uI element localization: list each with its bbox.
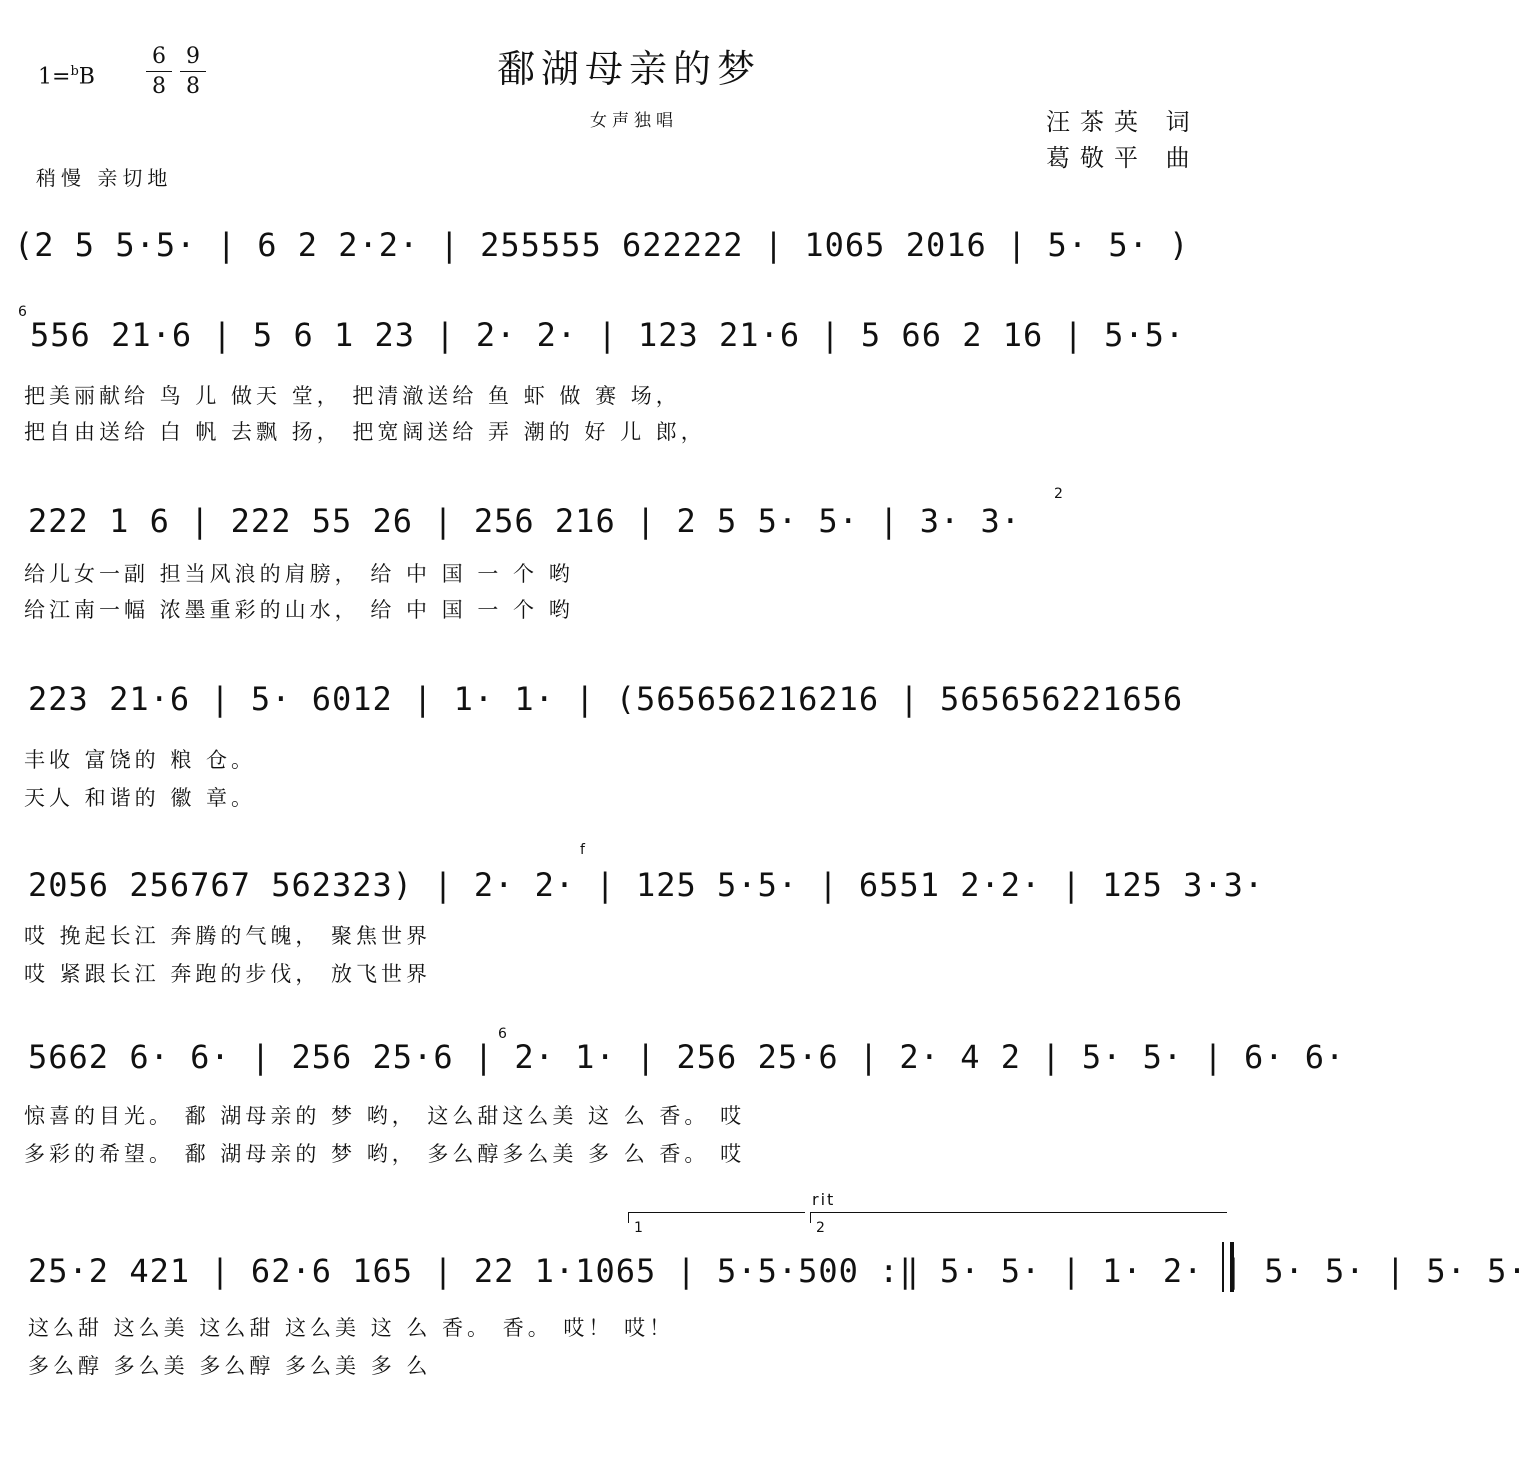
notation-line-5: 2056 256767 562323) | 2· 2· | 125 5·5· | 6551 2·2· | 125 3·3· [28,866,1265,904]
lyric-verse-1: 把美丽献给 鸟 儿 做天 堂， 把清澈送给 鱼 虾 做 赛 场， [24,384,681,408]
notation-line-7: 25·2 421 | 62·6 165 | 22 1·1065 | 5·5·500 :‖ 5· 5· | 1· 2· | 5· 5· | 5· 5· [28,1252,1528,1290]
notation-line-6: 5662 6· 6· | 256 25·6 | 2· 1· | 256 25·6 | 2· 4 2 | 5· 5· | 6· 6· [28,1038,1346,1076]
lyric-verse-1: 丰收 富饶的 粮 仓。 [24,748,257,772]
grace-note: 6 [498,1026,507,1042]
key-flat: b [70,64,79,79]
dynamic-forte: f [580,842,585,858]
lyric-verse-2: 把自由送给 白 帆 去飘 扬， 把宽阔送给 弄 潮的 好 儿 郎， [24,420,706,444]
notation-line-2: 556 21·6 | 5 6 1 23 | 2· 2· | 123 21·6 | 5 66 2 16 | 5·5· [30,316,1186,354]
notation-line-1: (2 5 5·5· | 6 2 2·2· | 255555 622222 | 1065 2016 | 5· 5· ) [14,226,1190,264]
key-signature [38,64,95,89]
lyricist-credit: 汪茶英 词 [1046,108,1200,136]
meter-6-8 [146,44,172,99]
meter-bottom: 8 [186,74,200,99]
final-barline [1222,1242,1234,1292]
meter-top: 6 [152,44,166,69]
grace-note: 2 [1054,486,1063,502]
lyric-verse-1: 哎 挽起长江 奔腾的气魄， 聚焦世界 [24,924,432,948]
page-title: 鄱湖母亲的梦 [496,47,761,91]
lyric-verse-2: 给江南一幅 浓墨重彩的山水， 给 中 国 一 个 哟 [24,598,574,622]
lyric-verse-1: 给儿女一副 担当风浪的肩膀， 给 中 国 一 个 哟 [24,562,574,586]
lyric-verse-2: 天人 和谐的 徽 章。 [24,786,257,810]
tempo-marking: 稍慢 亲切地 [36,166,173,190]
lyric-verse-1: 这么甜 这么美 这么甜 这么美 这 么 香。 香。 哎！ 哎！ [28,1316,675,1340]
meter-9-8 [180,44,206,99]
ritardando-mark: rit [812,1190,836,1209]
performance-note: 女声独唱 [590,111,678,131]
meter-bottom: 8 [152,74,166,99]
meter-top: 9 [186,44,200,69]
lyric-verse-2: 多么醇 多么美 多么醇 多么美 多 么 [28,1354,432,1378]
key-note: B [78,64,95,90]
volta-1-label: 1 [634,1220,643,1236]
composer-credit: 葛敬平 曲 [1046,144,1200,172]
lyric-verse-2: 多彩的希望。 鄱 湖母亲的 梦 哟， 多么醇多么美 多 么 香。 哎 [24,1142,746,1166]
volta-2-label: 2 [816,1220,825,1236]
volta-bracket-1 [628,1212,805,1223]
volta-bracket-2 [810,1212,1227,1223]
notation-line-4: 223 21·6 | 5· 6012 | 1· 1· | (565656216216 | 565656221656 [28,680,1184,718]
lyric-verse-2: 哎 紧跟长江 奔跑的步伐， 放飞世界 [24,962,432,986]
lyric-verse-1: 惊喜的目光。 鄱 湖母亲的 梦 哟， 这么甜这么美 这 么 香。 哎 [24,1104,746,1128]
key-prefix: 1= [38,64,71,90]
notation-line-3: 222 1 6 | 222 55 26 | 256 216 | 2 5 5· 5· | 3· 3· [28,502,1022,540]
grace-note: 6 [18,304,27,320]
